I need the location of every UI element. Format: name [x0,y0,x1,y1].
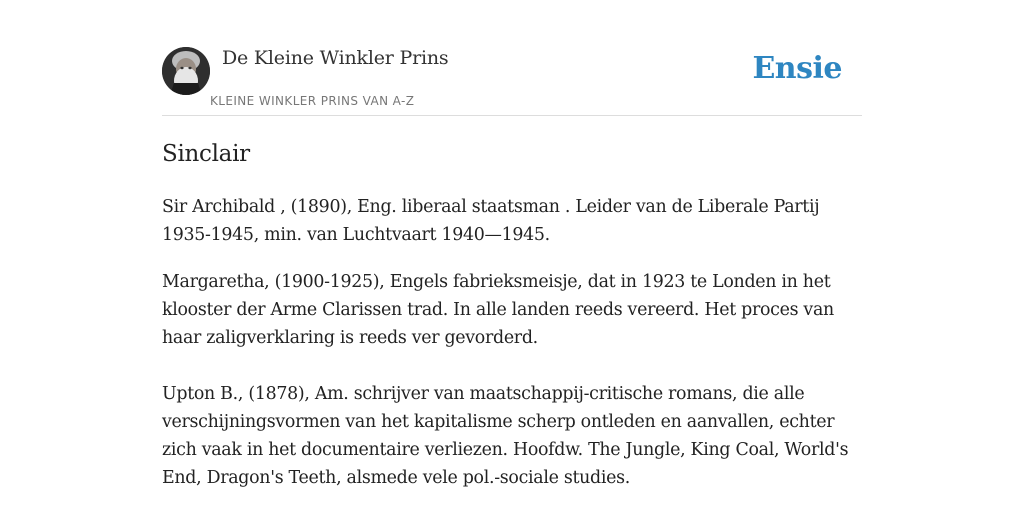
ensie-logo-link[interactable]: Ensie [752,51,842,86]
article-title: Sinclair [162,141,250,167]
avatar[interactable] [162,47,210,95]
site-header [162,40,862,116]
article-paragraph: Sir Archibald , (1890), Eng. liberaal staatsman . Leider van de Liberale Partij 1935-1945, min. van Luchtvaart 1940—1945. [162,197,820,245]
article-paragraph: Margaretha, (1900-1925), Engels fabrieksmeisje, dat in 1923 te Londen in het klooster der Arme Clarissen trad. In alle landen reeds vereerd. Het proces van haar zaligverklaring is reeds ver gevorderd. [162,272,834,348]
article-paragraph: Upton B., (1878), Am. schrijver van maatschappij-critische romans, die alle verschijningsvormen van het kapitalisme scherp ontleden en aanvallen, echter zich vaak in het documentaire verliezen. Hoofdw. The Jungle, King Coal, World's End, Dragon's Teeth, alsmede vele pol.-sociale studies. [162,384,849,488]
article [162,138,862,492]
site-subtitle[interactable]: KLEINE WINKLER PRINS VAN A-Z [210,94,415,108]
site-title[interactable]: De Kleine Winkler Prins [222,47,449,69]
portrait-avatar-icon [162,47,210,95]
